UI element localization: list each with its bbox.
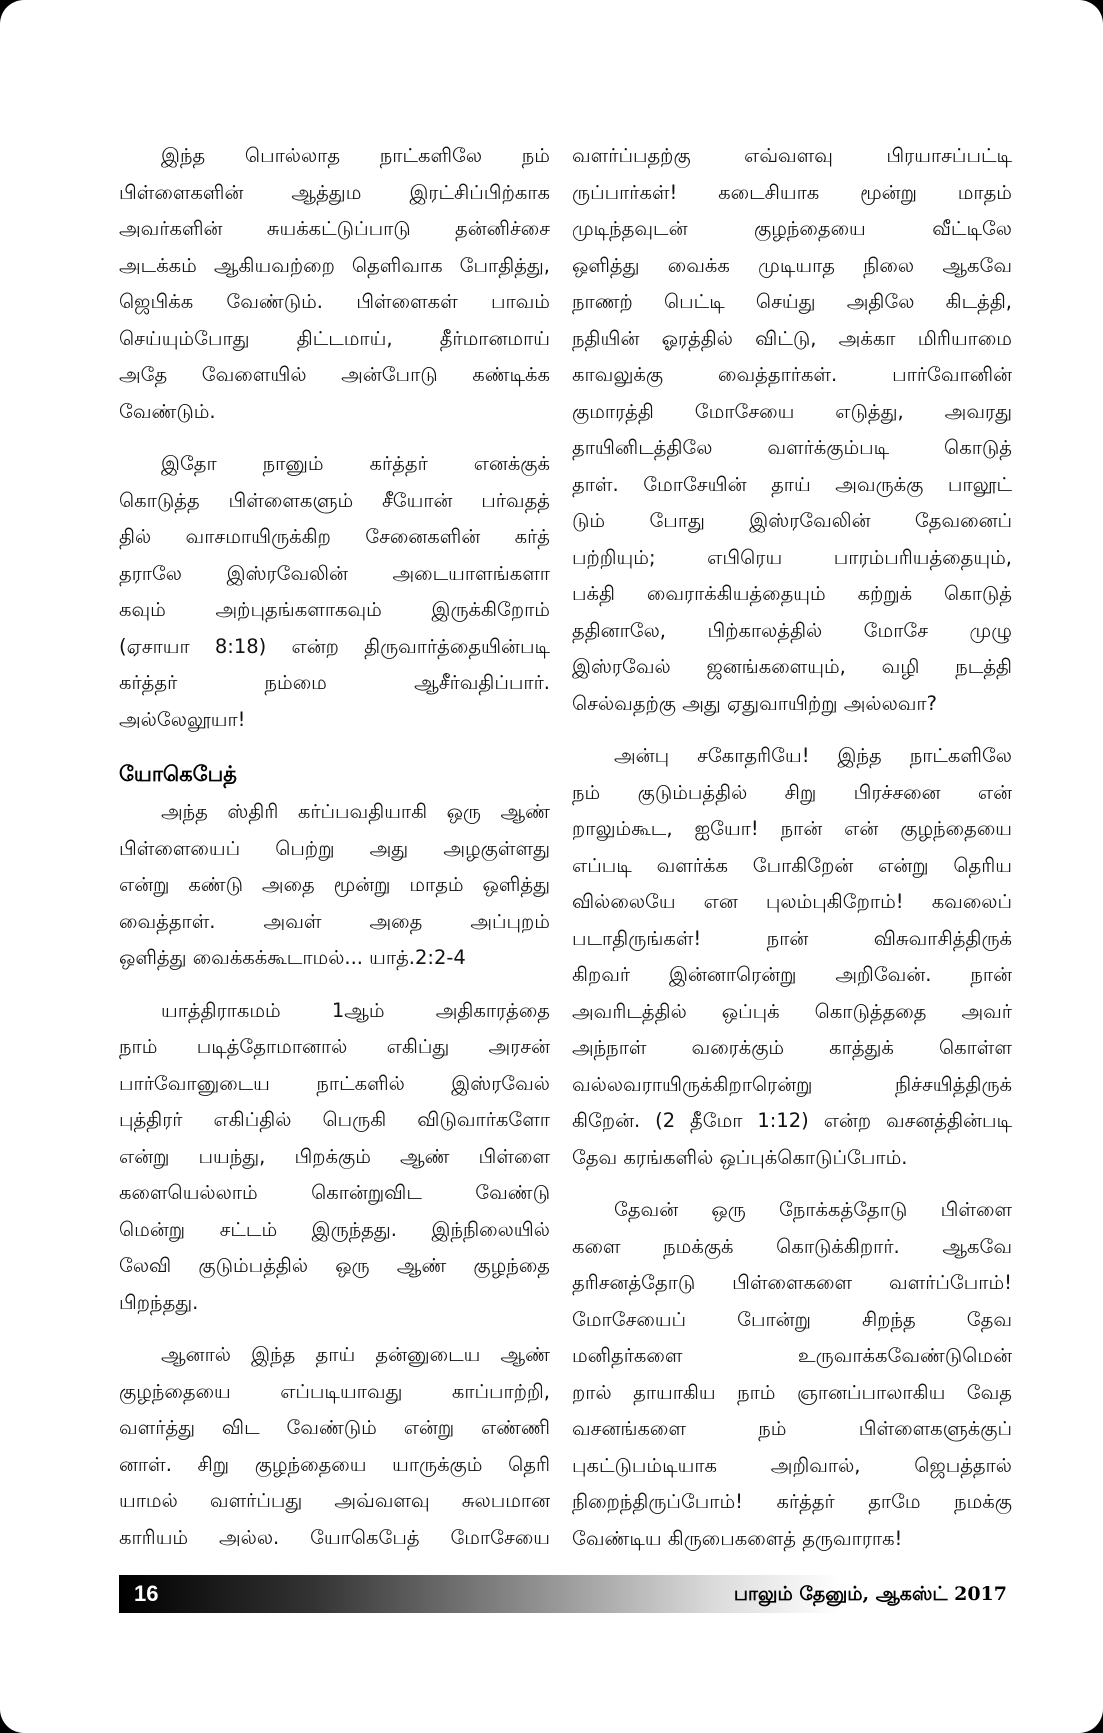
text-line: குமாரத்தி மோசேயை எடுத்து, அவரது [572, 399, 1012, 423]
text-line: நம் குடும்பத்தில் சிறு பிரச்சனை என் [572, 780, 1012, 804]
text-line: தாயினிடத்திலே வளர்க்கும்படி கொடுத் [572, 436, 1012, 459]
text-line: ஒளித்து வைக்க முடியாத நிலை ஆகவே [572, 253, 1012, 277]
paragraph [119, 446, 550, 738]
text-line: லேவி குடும்பத்தில் ஒரு ஆண் குழந்தை [119, 1254, 550, 1277]
text-line: முடிந்தவுடன் குழந்தையை வீட்டிலே [572, 217, 1012, 240]
text-line: வைத்தாள். அவள் அதை அப்புறம் [119, 909, 550, 933]
text-line: ததினாலே, பிற்காலத்தில் மோசே முழு [572, 618, 1012, 642]
text-line: கர்த்தர் நம்மை ஆசீர்வதிப்பார். [119, 671, 550, 694]
text-line: களை நமக்குக் கொடுக்கிறார். ஆகவே [572, 1234, 1012, 1258]
text-line: கொடுத்த பிள்ளைகளும் சீயோன் பர்வதத் [119, 488, 550, 512]
text-line: வல்லவராயிருக்கிறாரென்று நிச்சயித்திருக் [572, 1072, 1012, 1096]
text-line: தாள். மோசேயின் தாய் அவருக்கு பாலூட் [572, 472, 1012, 496]
text-line: களையெல்லாம் கொன்றுவிட வேண்டு [119, 1181, 550, 1204]
left-column [119, 138, 550, 1556]
text-line: அவர்களின் சுயக்கட்டுப்பாடு தன்னிச்சை [119, 217, 550, 240]
text-line: றாலும்கூட, ஐயோ! நான் என் குழந்தையை [572, 817, 1012, 840]
text-line: அந்த ஸ்திரி கர்ப்பவதியாகி ஒரு ஆண் [161, 800, 550, 823]
paragraph [119, 1337, 550, 1556]
paragraph [572, 138, 1012, 722]
text-line: ஜெபிக்க வேண்டும். பிள்ளைகள் பாவம் [119, 290, 550, 313]
text-line: வளர்ப்பதற்கு எவ்வளவு பிரயாசப்பட்டி [572, 144, 1012, 167]
text-line: நாணற் பெட்டி செய்து அதிலே கிடத்தி, [572, 290, 1012, 313]
text-line: வசனங்களை நம் பிள்ளைகளுக்குப் [572, 1417, 1012, 1440]
text-line: எப்படி வளர்க்க போகிறேன் என்று தெரிய [572, 853, 1012, 877]
text-line: இதோ நானும் கர்த்தர் எனக்குக் [161, 452, 550, 475]
text-line: நாம் படித்தோமானால் எகிப்து அரசன் [119, 1035, 550, 1058]
text-line: பிள்ளைகளின் ஆத்தும இரட்சிப்பிற்காக [119, 180, 550, 204]
text-line: நதியின் ஓரத்தில் விட்டு, அக்கா மிரியாமை [572, 326, 1012, 350]
text-line: ருப்பார்கள்! கடைசியாக மூன்று மாதம் [572, 180, 1012, 204]
right-column [572, 138, 1012, 1557]
page-number: 16 [134, 1581, 159, 1606]
text-line: (ஏசாயா 8:18) என்ற திருவார்த்தையின்படி [119, 634, 550, 658]
text-line: டும் போது இஸ்ரவேலின் தேவனைப் [572, 509, 1012, 532]
text-line: அவரிடத்தில் ஒப்புக் கொடுத்ததை அவர் [572, 999, 1012, 1023]
text-line: தில் வாசமாயிருக்கிற சேனைகளின் கர்த் [119, 525, 550, 548]
text-line: காரியம் அல்ல. யோகெபேத் மோசேயை [119, 1525, 550, 1549]
text-line: கிறவர் இன்னாரென்று அறிவேன். நான் [572, 963, 1012, 986]
text-line: வளர்த்து விட வேண்டும் என்று எண்ணி [119, 1416, 550, 1439]
text-line: தேவன் ஒரு நோக்கத்தோடு பிள்ளை [614, 1198, 1012, 1221]
text-line: அல்லேலூயா! [119, 707, 246, 731]
text-line: பற்றியும்; எபிரெய பாரம்பரியத்தையும், [572, 545, 1012, 569]
text-line: மோசேயைப் போன்று சிறந்த தேவ [572, 1307, 1012, 1331]
text-line: வேண்டிய கிருபைகளைத் தருவாராக! [572, 1526, 903, 1550]
text-line: அதே வேளையில் அன்போடு கண்டிக்க [119, 363, 550, 386]
text-line: அன்பு சகோதரியே! இந்த நாட்களிலே [614, 744, 1012, 767]
text-line: என்று கண்டு அதை மூன்று மாதம் ஒளித்து [119, 873, 550, 896]
text-line: செய்யும்போது திட்டமாய், தீர்மானமாய் [119, 326, 550, 350]
magazine-issue-title: பாலும் தேனும், ஆகஸ்ட் 2017 [733, 1583, 1007, 1605]
text-line: பிள்ளையைப் பெற்று அது அழகுள்ளது [119, 836, 550, 860]
paragraph [119, 138, 550, 430]
text-line: பிறந்தது. [119, 1290, 199, 1314]
text-line: கவும் அற்புதங்களாகவும் இருக்கிறோம் [119, 598, 550, 621]
text-line: ஒளித்து வைக்கக்கூடாமல்... யாத்.2:2-4 [119, 946, 466, 969]
paragraph [119, 993, 550, 1322]
text-line: செல்வதற்கு அது ஏதுவாயிற்று அல்லவா? [572, 691, 937, 715]
text-line: மென்று சட்டம் இருந்தது. இந்நிலையில் [119, 1217, 550, 1241]
text-line: இந்த பொல்லாத நாட்களிலே நம் [161, 144, 550, 167]
text-line: அடக்கம் ஆகியவற்றை தெளிவாக போதித்து, [119, 253, 550, 277]
text-line: வேண்டும். [119, 399, 216, 423]
section-heading: யோகெபேத் [119, 761, 237, 786]
text-line: என்று பயந்து, பிறக்கும் ஆண் பிள்ளை [119, 1144, 550, 1168]
text-line: மனிதர்களை உருவாக்கவேண்டுமென் [572, 1344, 1012, 1367]
text-line: இஸ்ரவேல் ஜனங்களையும், வழி நடத்தி [572, 655, 1012, 678]
text-line: கிறேன். (2 தீமோ 1:12) என்ற வசனத்தின்படி [572, 1109, 1012, 1132]
text-line: தராலே இஸ்ரவேலின் அடையாளங்களா [119, 561, 550, 585]
text-line: வில்லையே என புலம்புகிறோம்! கவலைப் [572, 890, 1012, 913]
text-line: யாத்திராகமம் 1ஆம் அதிகாரத்தை [161, 998, 550, 1022]
text-line: நிறைந்திருப்போம்! கர்த்தர் தாமே நமக்கு [572, 1490, 1012, 1513]
text-line: புகட்டுபம்டியாக அறிவால், ஜெபத்தால் [572, 1453, 1012, 1477]
text-line: றால் தாயாகிய நாம் ஞானப்பாலாகிய வேத [572, 1380, 1012, 1404]
text-line: படாதிருங்கள்! நான் விசுவாசித்திருக் [572, 926, 1012, 950]
text-line: யாமல் வளர்ப்பது அவ்வளவு சுலபமான [119, 1489, 550, 1512]
text-line: னாள். சிறு குழந்தையை யாருக்கும் தெரி [119, 1452, 550, 1476]
scripture-quote [119, 794, 550, 977]
paragraph [572, 1192, 1012, 1557]
text-line: அந்நாள் வரைக்கும் காத்துக் கொள்ள [572, 1036, 1012, 1059]
text-line: குழந்தையை எப்படியாவது காப்பாற்றி, [119, 1379, 550, 1403]
text-line: தேவ கரங்களில் ஒப்புக்கொடுப்போம். [572, 1145, 908, 1169]
text-line: ஆனால் இந்த தாய் தன்னுடைய ஆண் [161, 1343, 550, 1366]
text-line: காவலுக்கு வைத்தார்கள். பார்வோனின் [572, 363, 1012, 386]
paragraph [572, 738, 1012, 1176]
text-line: பக்தி வைராக்கியத்தையும் கற்றுக் கொடுத் [572, 582, 1012, 605]
text-line: பார்வோனுடைய நாட்களில் இஸ்ரவேல் [119, 1071, 550, 1095]
text-line: புத்திரர் எகிப்தில் பெருகி விடுவார்களோ [119, 1108, 550, 1131]
text-line: தரிசனத்தோடு பிள்ளைகளை வளர்ப்போம்! [572, 1271, 1012, 1294]
